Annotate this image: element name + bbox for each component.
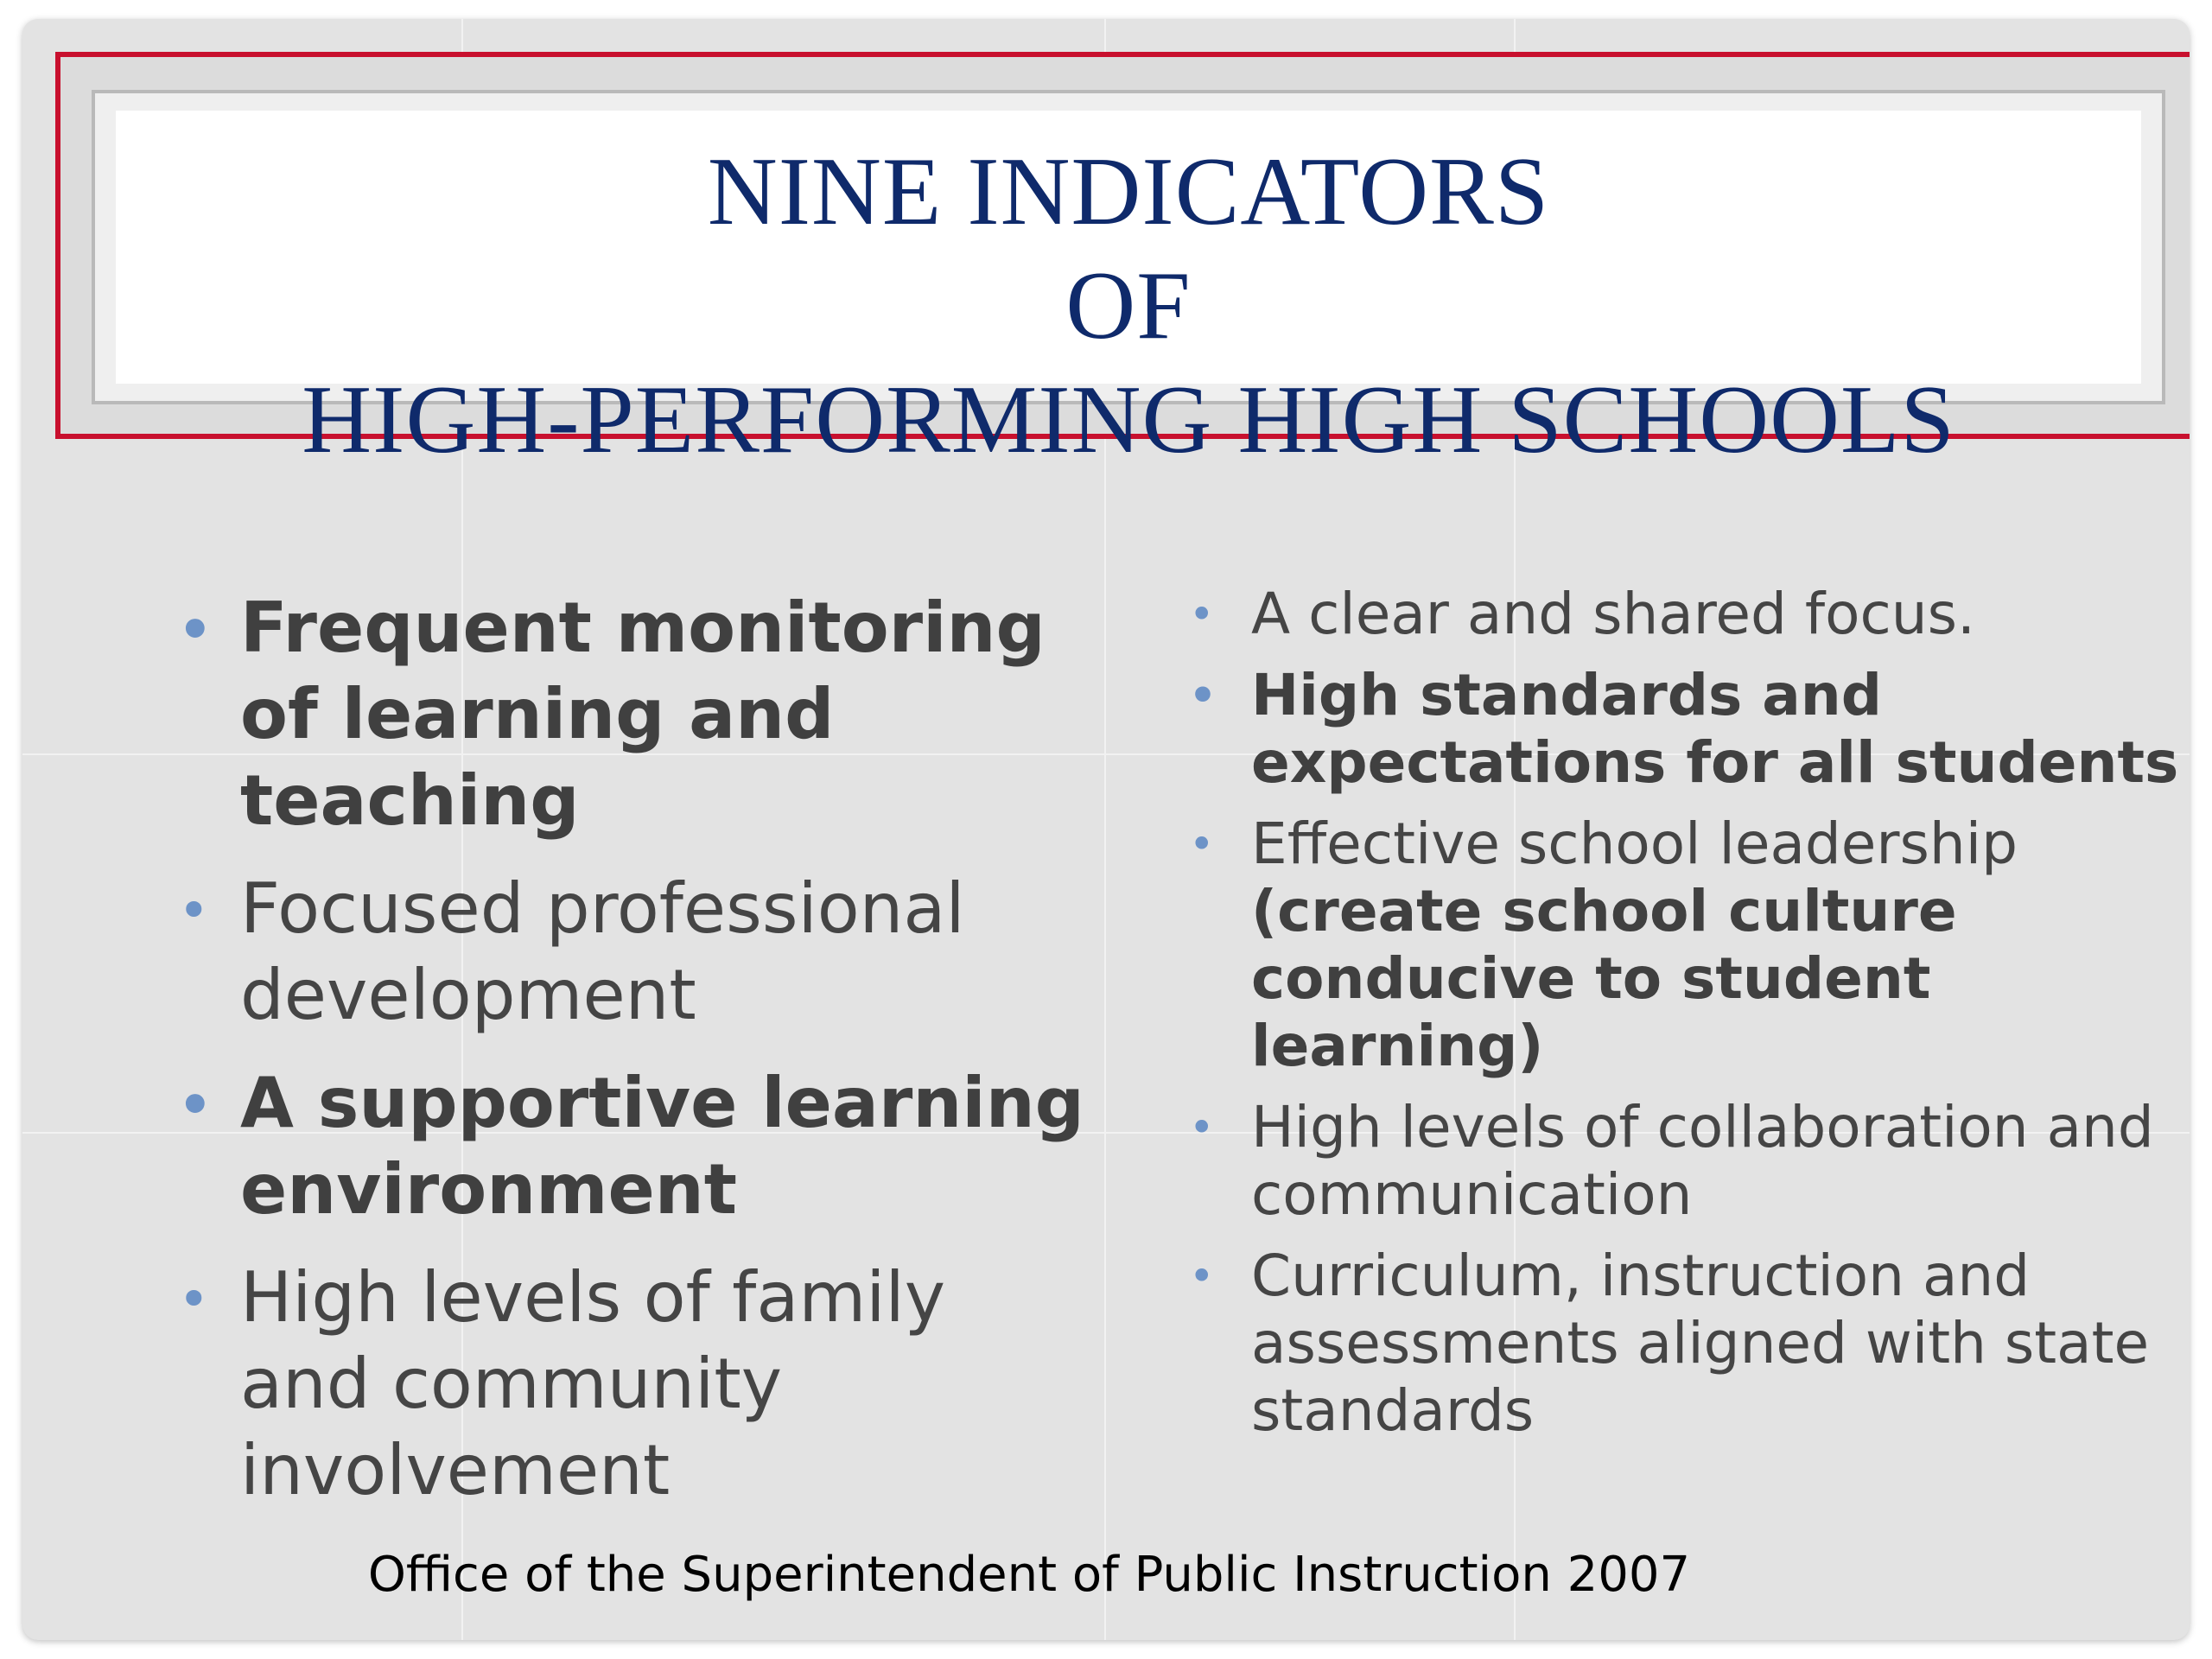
list-item-text-emphasis: (create school culture conducive to student learning) [1251, 878, 1957, 1079]
list-item [178, 585, 1085, 844]
title-frame [55, 52, 2190, 474]
title-line-3: HIGH-PERFORMING HIGH SCHOOLS [302, 366, 1955, 474]
title-inner-frame [92, 90, 2165, 474]
list-item-text: Focused professional development [240, 868, 965, 1035]
list-item [1189, 662, 2183, 797]
title-line-2: OF [1065, 252, 1192, 359]
bullet-icon: • [178, 1073, 213, 1136]
list-item-text: A supportive learning environment [240, 1063, 1084, 1230]
left-bullet-list [178, 585, 1085, 1535]
list-item-text: Frequent monitoring of learning and teaching [240, 588, 1046, 841]
title-box [116, 111, 2141, 474]
list-item [178, 1060, 1085, 1233]
list-item [1189, 1243, 2183, 1445]
title-line-1: NINE INDICATORS [707, 138, 1550, 245]
bullet-icon: • [1189, 1103, 1215, 1153]
list-item [178, 866, 1085, 1039]
list-item [1189, 810, 2183, 1080]
bullet-icon: • [1189, 589, 1215, 639]
slide [22, 19, 2190, 1640]
bullet-icon: • [178, 879, 210, 942]
bullet-icon: • [178, 1268, 210, 1331]
list-item-text: High levels of collaboration and communication [1251, 1094, 2154, 1228]
bullet-icon: • [1189, 1251, 1215, 1301]
list-item [1189, 1094, 2183, 1229]
source-footer: Office of the Superintendent of Public Instruction 2007 [367, 1547, 1691, 1603]
list-item-text: High levels of family and community involvement [240, 1257, 946, 1510]
right-bullet-list [1189, 581, 2183, 1459]
list-item-text: Curriculum, instruction and assessments aligned with state standards [1251, 1243, 2150, 1444]
list-item-text: Effective school leadership [1251, 810, 2018, 877]
slide-title [116, 135, 2141, 477]
list-item-text: High standards and expectations for all students [1251, 662, 2179, 796]
bullet-icon: • [1189, 819, 1215, 869]
list-item-text: A clear and shared focus. [1251, 581, 1975, 647]
list-item [178, 1255, 1085, 1514]
bullet-icon: • [1189, 671, 1217, 721]
bullet-icon: • [178, 598, 213, 661]
list-item [1189, 581, 2183, 648]
